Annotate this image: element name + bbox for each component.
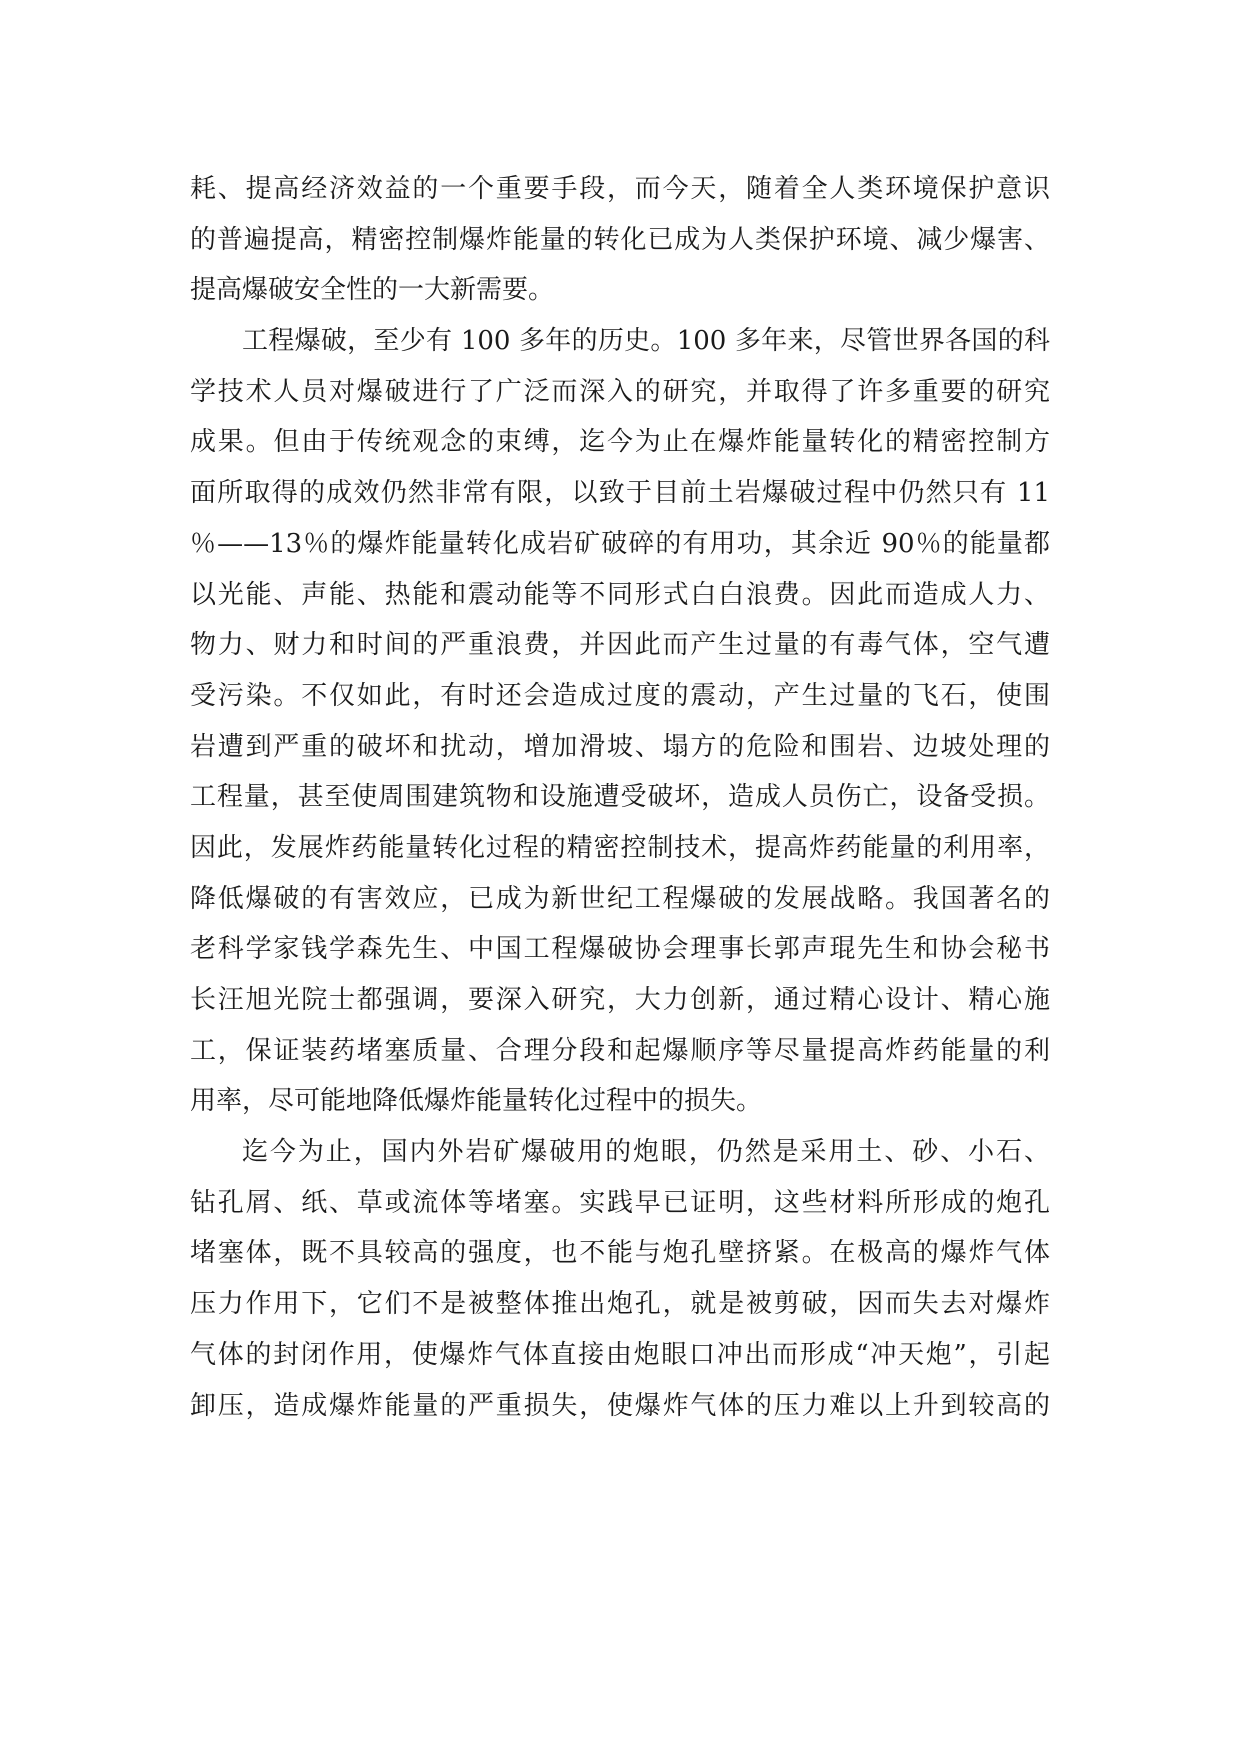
text-line: 的普遍提高，精密控制爆炸能量的转化已成为人类保护环境、减少爆害、 <box>190 224 1050 255</box>
text-line: 工程爆破，至少有 100 多年的历史。100 多年来，尽管世界各国的科 <box>242 326 1050 357</box>
text-line: 物力、财力和时间的严重浪费，并因此而产生过量的有毒气体，空气遭 <box>190 630 1050 661</box>
text-line: 钻孔屑、纸、草或流体等堵塞。实践早已证明，这些材料所形成的炮孔 <box>190 1187 1050 1218</box>
text-line: 面所取得的成效仍然非常有限，以致于目前土岩爆破过程中仍然只有 11 <box>190 478 1050 509</box>
text-line: 降低爆破的有害效应，已成为新世纪工程爆破的发展战略。我国著名的 <box>190 883 1050 914</box>
text-line: ％——13％的爆炸能量转化成岩矿破碎的有用功，其余近 90％的能量都 <box>190 528 1050 559</box>
text-line: 用率，尽可能地降低爆炸能量转化过程中的损失。 <box>190 1086 763 1117</box>
text-line: 以光能、声能、热能和震动能等不同形式白白浪费。因此而造成人力、 <box>190 579 1050 610</box>
paragraph-2 <box>190 316 1050 1127</box>
text-line: 工程量，甚至使周围建筑物和设施遭受破坏，造成人员伤亡，设备受损。 <box>190 782 1050 813</box>
text-line: 卸压，造成爆炸能量的严重损失，使爆炸气体的压力难以上升到较高的 <box>190 1390 1050 1421</box>
text-line: 气体的封闭作用，使爆炸气体直接由炮眼口冲出而形成“冲天炮”，引起 <box>190 1339 1050 1370</box>
text-line: 成果。但由于传统观念的束缚，迄今为止在爆炸能量转化的精密控制方 <box>190 427 1050 458</box>
text-line: 压力作用下，它们不是被整体推出炮孔，就是被剪破，因而失去对爆炸 <box>190 1289 1050 1320</box>
text-line: 耗、提高经济效益的一个重要手段，而今天，随着全人类环境保护意识 <box>190 174 1050 204</box>
text-line: 迄今为止，国内外岩矿爆破用的炮眼，仍然是采用土、砂、小石、 <box>242 1137 1050 1168</box>
text-line: 学技术人员对爆破进行了广泛而深入的研究，并取得了许多重要的研究 <box>190 376 1050 407</box>
text-line: 提高爆破安全性的一大新需要。 <box>190 275 555 306</box>
text-line: 长汪旭光院士都强调，要深入研究，大力创新，通过精心设计、精心施 <box>190 985 1050 1015</box>
paragraph-3 <box>190 1127 1050 1431</box>
text-line: 老科学家钱学森先生、中国工程爆破协会理事长郭声琨先生和协会秘书 <box>190 934 1050 965</box>
paragraph-1 <box>190 164 1050 316</box>
text-line: 岩遭到严重的破坏和扰动，增加滑坡、塌方的危险和围岩、边坡处理的 <box>190 731 1050 762</box>
text-line: 受污染。不仅如此，有时还会造成过度的震动，产生过量的飞石，使围 <box>190 680 1050 711</box>
text-line: 工，保证装药堵塞质量、合理分段和起爆顺序等尽量提高炸药能量的利 <box>190 1035 1050 1066</box>
text-line: 因此，发展炸药能量转化过程的精密控制技术，提高炸药能量的利用率， <box>190 832 1050 863</box>
text-line: 堵塞体，既不具较高的强度，也不能与炮孔壁挤紧。在极高的爆炸气体 <box>190 1238 1050 1269</box>
body-text <box>190 164 1050 1431</box>
